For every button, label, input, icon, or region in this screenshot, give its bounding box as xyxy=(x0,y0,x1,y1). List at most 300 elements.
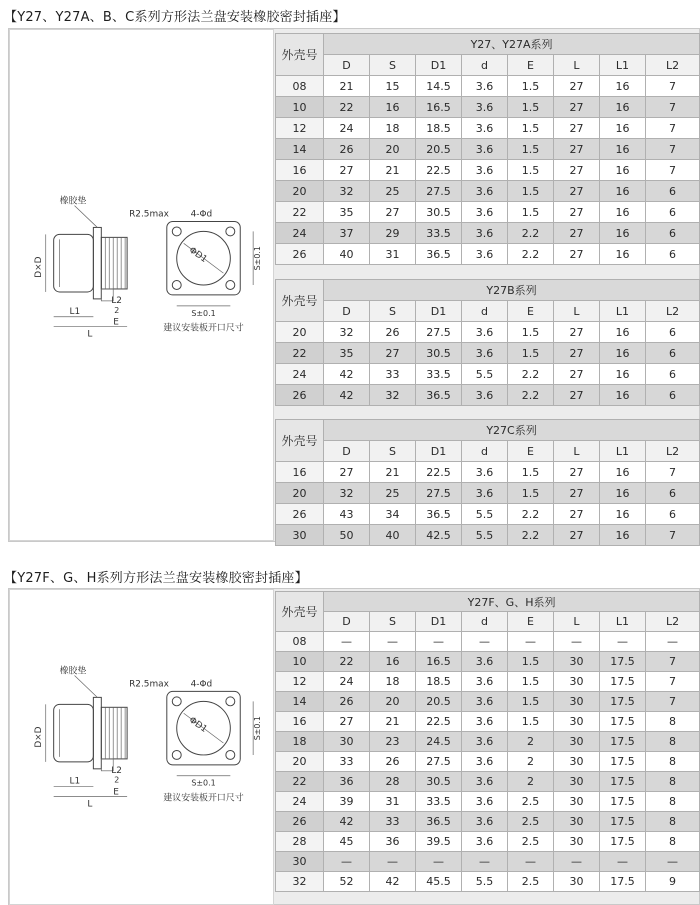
value-cell: 33.5 xyxy=(416,792,462,812)
value-cell: 3.6 xyxy=(462,139,508,160)
mount-hole xyxy=(226,697,235,706)
column-header: L xyxy=(554,441,600,462)
value-cell: 16.5 xyxy=(416,652,462,672)
value-cell: 1.5 xyxy=(508,672,554,692)
value-cell: 8 xyxy=(646,732,700,752)
value-cell: 27.5 xyxy=(416,752,462,772)
column-header: L2 xyxy=(646,301,700,322)
leader-line xyxy=(75,206,98,228)
column-header: E xyxy=(508,612,554,632)
shell-size-cell: 28 xyxy=(276,832,324,852)
dimension-label: ΦD1 xyxy=(186,245,209,265)
value-cell: 42 xyxy=(324,812,370,832)
value-cell: 36.5 xyxy=(416,385,462,406)
value-cell: 27 xyxy=(554,462,600,483)
dimension-label: R2.5max xyxy=(129,679,169,690)
value-cell: 27 xyxy=(554,181,600,202)
value-cell: 16 xyxy=(600,322,646,343)
column-header: L1 xyxy=(600,612,646,632)
value-cell: 1.5 xyxy=(508,692,554,712)
value-cell: 6 xyxy=(646,483,700,504)
value-cell: 1.5 xyxy=(508,462,554,483)
shell-size-cell: 32 xyxy=(276,872,324,892)
dimension-label: R2.5max xyxy=(129,209,169,220)
value-cell: 18.5 xyxy=(416,672,462,692)
value-cell: — xyxy=(600,852,646,872)
value-cell: 17.5 xyxy=(600,652,646,672)
value-cell: 17.5 xyxy=(600,872,646,892)
flange xyxy=(93,227,101,298)
column-header: L1 xyxy=(600,441,646,462)
value-cell: 7 xyxy=(646,76,700,97)
value-cell: 17.5 xyxy=(600,812,646,832)
value-cell: 27 xyxy=(554,76,600,97)
dimension-label: S±0.1 xyxy=(253,246,263,271)
value-cell: 20 xyxy=(370,692,416,712)
value-cell: 20 xyxy=(370,139,416,160)
value-cell: 27 xyxy=(554,525,600,546)
table-row xyxy=(276,652,700,672)
value-cell: 14.5 xyxy=(416,76,462,97)
value-cell: 16 xyxy=(600,202,646,223)
spec-panel xyxy=(8,28,700,542)
dimension-label: L xyxy=(87,329,93,340)
value-cell: — xyxy=(600,632,646,652)
value-cell: 16 xyxy=(600,223,646,244)
value-cell: 3.6 xyxy=(462,652,508,672)
value-cell: 40 xyxy=(324,244,370,265)
value-cell: 3.6 xyxy=(462,772,508,792)
value-cell: 6 xyxy=(646,181,700,202)
value-cell: 16 xyxy=(600,160,646,181)
value-cell: 21 xyxy=(324,76,370,97)
shell-size-cell: 18 xyxy=(276,732,324,752)
column-header: L xyxy=(554,301,600,322)
value-cell: 3.6 xyxy=(462,322,508,343)
value-cell: 20.5 xyxy=(416,139,462,160)
value-cell: 42 xyxy=(324,385,370,406)
value-cell: 42 xyxy=(370,872,416,892)
value-cell: 50 xyxy=(324,525,370,546)
column-header: S xyxy=(370,612,416,632)
dimension-label: 建议安装板开口尺寸 xyxy=(163,323,244,334)
value-cell: 2.2 xyxy=(508,364,554,385)
shell-header: 外壳号 xyxy=(276,420,324,462)
value-cell: — xyxy=(462,632,508,652)
value-cell: 1.5 xyxy=(508,712,554,732)
shell-size-cell: 26 xyxy=(276,504,324,525)
value-cell: 32 xyxy=(324,322,370,343)
value-cell: 39.5 xyxy=(416,832,462,852)
column-header: D xyxy=(324,55,370,76)
value-cell: 3.6 xyxy=(462,692,508,712)
value-cell: 7 xyxy=(646,525,700,546)
dimension-label: E xyxy=(113,787,119,798)
value-cell: 3.6 xyxy=(462,202,508,223)
value-cell: 7 xyxy=(646,160,700,181)
section-heading: 【Y27、Y27A、B、C系列方形法兰盘安装橡胶密封插座】 xyxy=(4,10,346,25)
value-cell: 29 xyxy=(370,223,416,244)
value-cell: 16 xyxy=(600,244,646,265)
shell-size-cell: 14 xyxy=(276,692,324,712)
column-header: E xyxy=(508,55,554,76)
dimension-label: 橡胶垫 xyxy=(59,666,87,677)
drawing-group xyxy=(34,665,262,810)
table-row xyxy=(276,364,700,385)
value-cell: 2.2 xyxy=(508,504,554,525)
value-cell: 17.5 xyxy=(600,732,646,752)
value-cell: 1.5 xyxy=(508,97,554,118)
shell-size-cell: 30 xyxy=(276,525,324,546)
value-cell: 27 xyxy=(554,202,600,223)
column-header: L1 xyxy=(600,301,646,322)
value-cell: 9 xyxy=(646,872,700,892)
value-cell: 1.5 xyxy=(508,76,554,97)
value-cell: 16 xyxy=(600,504,646,525)
table-row xyxy=(276,160,700,181)
value-cell: 17.5 xyxy=(600,692,646,712)
value-cell: 26 xyxy=(324,139,370,160)
dimension-label: 橡胶垫 xyxy=(59,196,87,207)
value-cell: 3.6 xyxy=(462,118,508,139)
value-cell: 1.5 xyxy=(508,343,554,364)
table-row xyxy=(276,525,700,546)
value-cell: 21 xyxy=(370,712,416,732)
value-cell: 27 xyxy=(324,160,370,181)
value-cell: — xyxy=(324,632,370,652)
table-row xyxy=(276,852,700,872)
value-cell: 16 xyxy=(370,652,416,672)
column-header: E xyxy=(508,441,554,462)
value-cell: 22.5 xyxy=(416,462,462,483)
value-cell: — xyxy=(646,632,700,652)
value-cell: 22 xyxy=(324,652,370,672)
value-cell: 16 xyxy=(600,483,646,504)
series-title: Y27、Y27A系列 xyxy=(324,34,700,55)
value-cell: 8 xyxy=(646,712,700,732)
dimension-label: 2 xyxy=(114,305,120,315)
value-cell: 52 xyxy=(324,872,370,892)
table-row xyxy=(276,223,700,244)
mount-hole xyxy=(172,227,181,236)
value-cell: 30.5 xyxy=(416,772,462,792)
value-cell: 5.5 xyxy=(462,504,508,525)
shell-size-cell: 20 xyxy=(276,181,324,202)
value-cell: — xyxy=(554,852,600,872)
value-cell: 2 xyxy=(508,752,554,772)
table-row xyxy=(276,732,700,752)
value-cell: 2.5 xyxy=(508,792,554,812)
value-cell: 45.5 xyxy=(416,872,462,892)
value-cell: 6 xyxy=(646,343,700,364)
value-cell: 3.6 xyxy=(462,672,508,692)
column-header: L2 xyxy=(646,612,700,632)
value-cell: 1.5 xyxy=(508,160,554,181)
value-cell: 27 xyxy=(554,160,600,181)
value-cell: 3.6 xyxy=(462,97,508,118)
value-cell: 16 xyxy=(600,385,646,406)
value-cell: 3.6 xyxy=(462,76,508,97)
value-cell: 35 xyxy=(324,343,370,364)
value-cell: 3.6 xyxy=(462,223,508,244)
value-cell: 22.5 xyxy=(416,712,462,732)
value-cell: 6 xyxy=(646,223,700,244)
value-cell: 18.5 xyxy=(416,118,462,139)
value-cell: 2.5 xyxy=(508,812,554,832)
series-title: Y27C系列 xyxy=(324,420,700,441)
mount-hole xyxy=(226,281,235,290)
value-cell: — xyxy=(554,632,600,652)
table-row xyxy=(276,462,700,483)
value-cell: — xyxy=(646,852,700,872)
value-cell: 18 xyxy=(370,672,416,692)
value-cell: 2 xyxy=(508,732,554,752)
value-cell: 16 xyxy=(600,343,646,364)
value-cell: 17.5 xyxy=(600,772,646,792)
dimension-label: ΦD1 xyxy=(186,715,209,735)
value-cell: 30 xyxy=(554,812,600,832)
value-cell: 16 xyxy=(600,525,646,546)
value-cell: 22 xyxy=(324,97,370,118)
value-cell: 16 xyxy=(600,364,646,385)
value-cell: 6 xyxy=(646,385,700,406)
value-cell: 27 xyxy=(324,462,370,483)
table-row xyxy=(276,672,700,692)
value-cell: 25 xyxy=(370,483,416,504)
shell-size-cell: 24 xyxy=(276,792,324,812)
column-header: S xyxy=(370,301,416,322)
value-cell: 1.5 xyxy=(508,652,554,672)
value-cell: 30 xyxy=(554,772,600,792)
value-cell: 28 xyxy=(370,772,416,792)
dimension-label: D×D xyxy=(33,256,44,278)
value-cell: 27 xyxy=(554,322,600,343)
value-cell: 8 xyxy=(646,792,700,812)
value-cell: 31 xyxy=(370,792,416,812)
value-cell: — xyxy=(370,632,416,652)
value-cell: 42.5 xyxy=(416,525,462,546)
value-cell: 36.5 xyxy=(416,244,462,265)
table-row xyxy=(276,244,700,265)
value-cell: 45 xyxy=(324,832,370,852)
spec-table xyxy=(275,279,700,406)
value-cell: 30 xyxy=(554,732,600,752)
drawing-svg xyxy=(10,590,273,904)
value-cell: 27 xyxy=(554,118,600,139)
dimension-label: S±0.1 xyxy=(191,778,216,788)
dimension-label: E xyxy=(113,317,119,328)
value-cell: 7 xyxy=(646,139,700,160)
mount-hole xyxy=(172,750,181,759)
table-row xyxy=(276,792,700,812)
value-cell: 27 xyxy=(370,343,416,364)
value-cell: 21 xyxy=(370,160,416,181)
value-cell: 2.5 xyxy=(508,832,554,852)
value-cell: 17.5 xyxy=(600,792,646,812)
value-cell: 7 xyxy=(646,462,700,483)
column-header: S xyxy=(370,441,416,462)
shell-size-cell: 22 xyxy=(276,202,324,223)
value-cell: 3.6 xyxy=(462,385,508,406)
dimension-label: D×D xyxy=(33,726,44,748)
drawing-svg xyxy=(10,30,273,540)
value-cell: 30 xyxy=(554,832,600,852)
column-header: S xyxy=(370,55,416,76)
value-cell: 3.6 xyxy=(462,462,508,483)
shell-size-cell: 16 xyxy=(276,160,324,181)
value-cell: 43 xyxy=(324,504,370,525)
spec-table xyxy=(275,33,700,265)
value-cell: 8 xyxy=(646,812,700,832)
value-cell: 16 xyxy=(600,139,646,160)
dimension-label: L2 xyxy=(111,765,122,776)
value-cell: 6 xyxy=(646,364,700,385)
value-cell: 2.2 xyxy=(508,525,554,546)
drawing-group xyxy=(34,195,262,340)
table-row xyxy=(276,832,700,852)
value-cell: 33 xyxy=(370,364,416,385)
value-cell: 1.5 xyxy=(508,483,554,504)
value-cell: 3.6 xyxy=(462,792,508,812)
value-cell: 1.5 xyxy=(508,139,554,160)
value-cell: 31 xyxy=(370,244,416,265)
shell-size-cell: 10 xyxy=(276,97,324,118)
column-header: D1 xyxy=(416,301,462,322)
shell-size-cell: 10 xyxy=(276,652,324,672)
value-cell: — xyxy=(508,852,554,872)
value-cell: 24.5 xyxy=(416,732,462,752)
shell-size-cell: 24 xyxy=(276,364,324,385)
value-cell: 22.5 xyxy=(416,160,462,181)
dimension-label: 4-Φd xyxy=(190,679,213,690)
flange xyxy=(93,697,101,768)
value-cell: 2.5 xyxy=(508,872,554,892)
value-cell: 25 xyxy=(370,181,416,202)
value-cell: 30 xyxy=(324,732,370,752)
value-cell: 36 xyxy=(324,772,370,792)
value-cell: 30 xyxy=(554,792,600,812)
value-cell: 32 xyxy=(324,181,370,202)
table-row xyxy=(276,202,700,223)
value-cell: 3.6 xyxy=(462,832,508,852)
spec-table xyxy=(275,591,700,892)
value-cell: 30.5 xyxy=(416,202,462,223)
value-cell: 6 xyxy=(646,202,700,223)
table-row xyxy=(276,712,700,732)
value-cell: 16 xyxy=(600,118,646,139)
value-cell: 26 xyxy=(370,752,416,772)
value-cell: 26 xyxy=(370,322,416,343)
value-cell: 23 xyxy=(370,732,416,752)
connector-drawing xyxy=(9,29,274,541)
value-cell: 32 xyxy=(370,385,416,406)
value-cell: 27 xyxy=(554,364,600,385)
section-heading: 【Y27F、G、H系列方形法兰盘安装橡胶密封插座】 xyxy=(4,571,308,586)
mount-hole xyxy=(172,697,181,706)
value-cell: 27 xyxy=(324,712,370,732)
dimension-label: 2 xyxy=(114,775,120,785)
column-header: D xyxy=(324,441,370,462)
value-cell: 7 xyxy=(646,652,700,672)
shell-size-cell: 08 xyxy=(276,632,324,652)
value-cell: 26 xyxy=(324,692,370,712)
mount-hole xyxy=(226,750,235,759)
value-cell: — xyxy=(508,632,554,652)
column-header: L2 xyxy=(646,441,700,462)
value-cell: 1.5 xyxy=(508,202,554,223)
spec-panel xyxy=(8,588,700,905)
column-header: D1 xyxy=(416,612,462,632)
shell-size-cell: 12 xyxy=(276,118,324,139)
column-header: L2 xyxy=(646,55,700,76)
table-row xyxy=(276,872,700,892)
value-cell: 1.5 xyxy=(508,322,554,343)
value-cell: 27 xyxy=(554,139,600,160)
value-cell: 33 xyxy=(370,812,416,832)
dimension-label: L xyxy=(87,799,93,810)
value-cell: 3.6 xyxy=(462,732,508,752)
shell-size-cell: 20 xyxy=(276,752,324,772)
value-cell: 27.5 xyxy=(416,322,462,343)
value-cell: 16 xyxy=(370,97,416,118)
value-cell: 16 xyxy=(600,97,646,118)
shell-size-cell: 26 xyxy=(276,385,324,406)
column-header: D1 xyxy=(416,441,462,462)
table-row xyxy=(276,181,700,202)
value-cell: 27 xyxy=(554,244,600,265)
table-row xyxy=(276,118,700,139)
column-header: L xyxy=(554,55,600,76)
value-cell: 27.5 xyxy=(416,181,462,202)
table-row xyxy=(276,385,700,406)
shell-size-cell: 12 xyxy=(276,672,324,692)
value-cell: 5.5 xyxy=(462,872,508,892)
value-cell: 3.6 xyxy=(462,244,508,265)
value-cell: 16.5 xyxy=(416,97,462,118)
value-cell: 30 xyxy=(554,692,600,712)
value-cell: 8 xyxy=(646,752,700,772)
value-cell: 30 xyxy=(554,872,600,892)
value-cell: 16 xyxy=(600,462,646,483)
value-cell: 16 xyxy=(600,76,646,97)
value-cell: 17.5 xyxy=(600,752,646,772)
shell-size-cell: 22 xyxy=(276,343,324,364)
value-cell: 7 xyxy=(646,672,700,692)
value-cell: 30 xyxy=(554,712,600,732)
value-cell: 36 xyxy=(370,832,416,852)
series-title: Y27F、G、H系列 xyxy=(324,592,700,612)
shell-header: 外壳号 xyxy=(276,280,324,322)
value-cell: 42 xyxy=(324,364,370,385)
value-cell: 35 xyxy=(324,202,370,223)
value-cell: 2 xyxy=(508,772,554,792)
dimension-label: 4-Φd xyxy=(190,209,213,220)
value-cell: 18 xyxy=(370,118,416,139)
value-cell: 2.2 xyxy=(508,223,554,244)
value-cell: 27 xyxy=(554,223,600,244)
dimension-label: 建议安装板开口尺寸 xyxy=(163,793,244,804)
value-cell: 32 xyxy=(324,483,370,504)
value-cell: 30.5 xyxy=(416,343,462,364)
value-cell: 16 xyxy=(600,181,646,202)
value-cell: 1.5 xyxy=(508,181,554,202)
value-cell: 33 xyxy=(324,752,370,772)
value-cell: 27 xyxy=(554,504,600,525)
shell-size-cell: 16 xyxy=(276,462,324,483)
value-cell: 30 xyxy=(554,752,600,772)
value-cell: 27 xyxy=(554,343,600,364)
column-header: D xyxy=(324,612,370,632)
